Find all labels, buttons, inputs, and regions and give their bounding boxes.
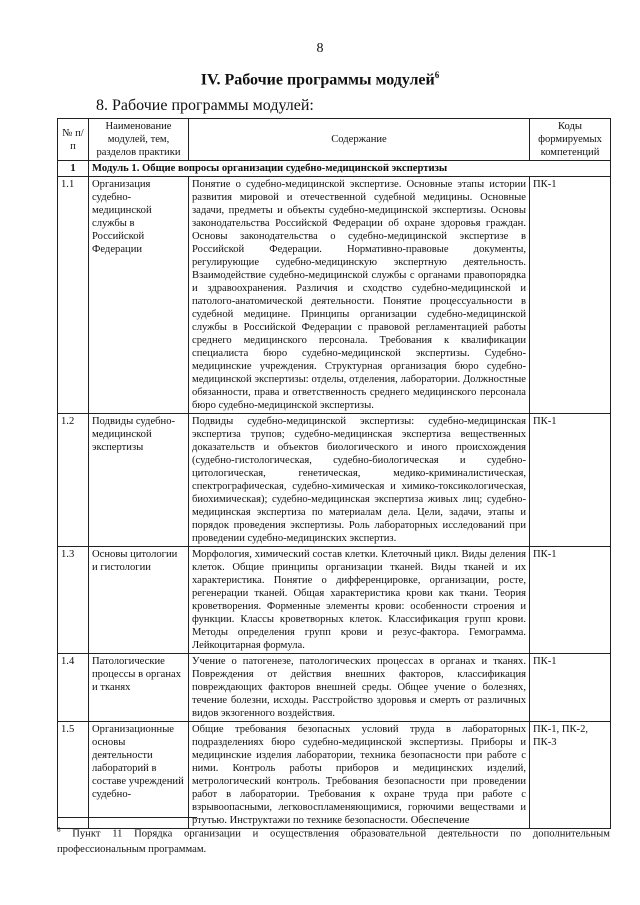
row-name: Основы цитологии и гистологии bbox=[89, 547, 189, 654]
table-row bbox=[58, 654, 611, 722]
modules-table bbox=[57, 118, 611, 829]
table-row bbox=[58, 177, 611, 414]
header-num: № п/п bbox=[58, 119, 89, 161]
row-num: 1.2 bbox=[58, 414, 89, 547]
row-codes: ПК-1 bbox=[530, 177, 611, 414]
row-content: Общие требования безопасных условий труда в лабораторных подразделениях бюро судебно-медицинской экспертизы. Приборы и медицинские изделия лаборатории, техника безопасности при работе с ними. Контроль работы приборов и медицинских изделий, метрологический контроль. Требования безопасности при проведении работ в лаборатории. Требования к охране труда при работе с взрывоопасными, легковоспламеняющимися, горючими веществами и ртутью. Инструктажи по технике безопасности. Обеспечение bbox=[189, 722, 530, 829]
row-num: 1.1 bbox=[58, 177, 89, 414]
row-name: Патологические процессы в органах и тканях bbox=[89, 654, 189, 722]
row-content: Морфология, химический состав клетки. Клеточный цикл. Виды деления клеток. Общие принципы организации тканей. Виды тканей и их характеристика. Понятие о дифференцировке, организации, росте, регенерации тканей. Общая характеристика крови как ткани. Теория кроветворения. Форменные элементы крови: особенности строения и функции. Классы кроветворных клеток. Классификация групп крови. Методы определения групп крови и резус-фактора. Гемограмма. Лейкоцитарная формула. bbox=[189, 547, 530, 654]
row-codes: ПК-1 bbox=[530, 414, 611, 547]
module-num: 1 bbox=[58, 161, 89, 177]
header-codes: Коды формируемых компетенций bbox=[530, 119, 611, 161]
table-row bbox=[58, 722, 611, 829]
row-content: Подвиды судебно-медицинской экспертизы: судебно-медицинская экспертиза трупов; судебно-медицинская экспертиза вещественных доказательств и объектов биологического и иного происхождения (судебно-гистологическая, судебно-биологическая и судебно-цитологическая, генетическая, медико-криминалистическая, спектрографическая, судебно-химическая и химико-токсикологическая, биохимическая); судебно-медицинская экспертиза живых лиц; судебно-медицинская экспертиза по материалам дела. Цели, задачи, этапы и порядок проведения экспертизы. Роль лабораторных исследований при проведении судебно-медицинских экспертиз. bbox=[189, 414, 530, 547]
row-name: Организация судебно-медицинской службы в Российской Федерации bbox=[89, 177, 189, 414]
row-content: Понятие о судебно-медицинской экспертизе. Основные этапы истории развития мировой и отечественной судебной медицины. Основные задачи, предметы и объекты судебно-медицинской экспертизы. Основы законодательства Российской Федерации об охране здоровья граждан. Основы законодательства о судебно-медицинской экспертизе в Российской Федерации. Нормативно-правовые документы, регулирующие судебно-медицинскую экспертную деятельность. Взаимодействие судебно-медицинской службы с органами правопорядка и здравоохранения. Различия и сходство судебно-медицинской и патолого-анатомической деятельности. Понятие процессуальности в судебной медицине. Принципы организации судебно-медицинской службы в Российской Федерации с правовой регламентацией работы среднего медицинского персонала. Требования к квалификации специалиста бюро судебно-медицинской экспертизы. Судебно-медицинские учреждения. Структурная организация бюро судебно-медицинской экспертизы: отделы, отделения, лаборатории. Должностные обязанности, права и ответственность среднего медицинского персонала бюро судебно-медицинской экспертизы. bbox=[189, 177, 530, 414]
page-number: 8 bbox=[316, 41, 324, 56]
row-codes: ПК-1, ПК-2, ПК-3 bbox=[530, 722, 611, 829]
row-name: Организационные основы деятельности лабораторий в составе учреждений судебно- bbox=[89, 722, 189, 829]
section-heading-text: IV. Рабочие программы модулей bbox=[200, 71, 435, 89]
header-name: Наименование модулей, тем, разделов практики bbox=[89, 119, 189, 161]
subheading: 8. Рабочие программы модулей: bbox=[96, 97, 314, 114]
footnote-mark: 6 bbox=[57, 826, 61, 834]
row-name: Подвиды судебно-медицинской экспертизы bbox=[89, 414, 189, 547]
table-row bbox=[58, 547, 611, 654]
table-header-row bbox=[58, 119, 611, 161]
module-title: Модуль 1. Общие вопросы организации судебно-медицинской экспертизы bbox=[89, 161, 611, 177]
row-num: 1.4 bbox=[58, 654, 89, 722]
row-content: Учение о патогенезе, патологических процессах в органах и тканях. Повреждения от действия внешних факторов, классификация повреждающих факторов внешней среды. Общее учение о болезнях, течение болезни, исходы. Расстройство здоровья и смерть от различных видов экзогенного воздействия. bbox=[189, 654, 530, 722]
footnote bbox=[57, 823, 610, 857]
header-content: Содержание bbox=[189, 119, 530, 161]
row-codes: ПК-1 bbox=[530, 547, 611, 654]
footnote-divider bbox=[57, 817, 197, 818]
row-num: 1.5 bbox=[58, 722, 89, 829]
row-codes: ПК-1 bbox=[530, 654, 611, 722]
table-row bbox=[58, 414, 611, 547]
module-row bbox=[58, 161, 611, 177]
footnote-text: Пункт 11 Порядка организации и осуществления образовательной деятельности по дополнительным профессиональным программам. bbox=[57, 828, 610, 855]
section-heading bbox=[0, 70, 640, 89]
row-num: 1.3 bbox=[58, 547, 89, 654]
footnote-ref: 6 bbox=[434, 70, 440, 80]
